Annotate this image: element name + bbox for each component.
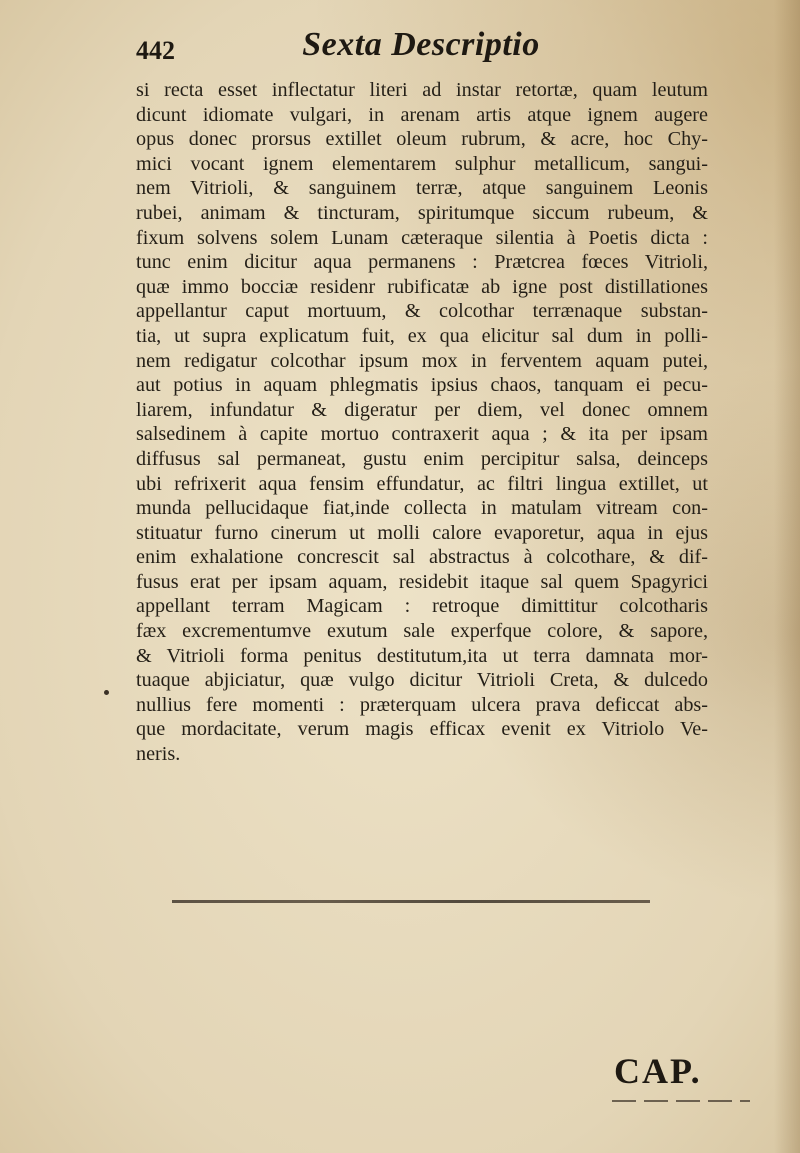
text-line: aut potius in aquam phlegmatis ipsius chaos, tanquam ei pecu- [136, 374, 708, 397]
text-line: fixum solvens solem Lunam cæteraque silentia à Poetis dicta : [136, 226, 708, 249]
catchword: CAP. [614, 1051, 702, 1091]
text-line: dicunt idiomate vulgari, in arenam artis atque ignem augere [136, 103, 708, 126]
text-line: nullius fere momenti : præterquam ulcera prava deficcat abs- [136, 693, 708, 716]
text-line: munda pellucidaque fiat,inde collecta in matulam vitream con- [136, 497, 708, 520]
text-line: enim exhalatione concrescit sal abstractus à colcothare, & dif- [136, 546, 708, 569]
text-line: & Vitrioli forma penitus destitutum,ita ut terra damnata mor- [136, 644, 708, 667]
text-line: fæx excrementumve exutum sale experfque colore, & sapore, [136, 620, 708, 643]
page-number: 442 [136, 36, 175, 65]
text-line: si recta esset inflectatur literi ad instar retortæ, quam leutum [136, 79, 708, 101]
ink-speck [104, 690, 109, 695]
text-line: quæ immo bocciæ residenr rubificatæ ab igne post distillationes [136, 275, 708, 298]
text-line: que mordacitate, verum magis efficax evenit ex Vitriolo Ve- [136, 718, 708, 741]
text-line: appellant terram Magicam : retroque dimittitur colcotharis [136, 595, 708, 618]
text-line: salsedinem à capite mortuo contraxerit aqua ; & ita per ipsam [136, 423, 708, 446]
page-edge-shadow [774, 0, 800, 1153]
running-title: Sexta Descriptio [302, 26, 540, 63]
text-line: tia, ut supra explicatum fuit, ex qua elicitur sal dum in polli- [136, 324, 708, 347]
text-line: fusus erat per ipsam aquam, residebit itaque sal quem Spagyrici [136, 570, 708, 593]
text-line: liarem, infundatur & digeratur per diem, vel donec omnem [136, 398, 708, 421]
text-line: tuaque abjiciatur, quæ vulgo dicitur Vitrioli Creta, & dulcedo [136, 669, 708, 692]
text-line: mici vocant ignem elementarem sulphur metallicum, sangui- [136, 152, 708, 175]
body-text [136, 78, 708, 767]
page-header [136, 22, 696, 74]
text-line: opus donec prorsus extillet oleum rubrum, & acre, hoc Chy- [136, 128, 708, 151]
text-line: neris. [136, 743, 181, 766]
text-line: appellantur caput mortuum, & colcothar terrænaque substan- [136, 300, 708, 323]
text-line: ubi refrixerit aqua fensim effundatur, ac filtri lingua extillet, ut [136, 472, 708, 495]
text-line: tunc enim dicitur aqua permanens : Prætcrea fœces Vitrioli, [136, 251, 708, 274]
text-line: stituatur furno cinerum ut molli calore evaporetur, aqua in ejus [136, 521, 708, 544]
text-line: nem Vitrioli, & sanguinem terræ, atque sanguinem Leonis [136, 177, 708, 200]
text-line: diffusus sal permaneat, gustu enim percipitur salsa, deinceps [136, 447, 708, 470]
text-line: nem redigatur colcothar ipsum mox in ferventem aquam putei, [136, 349, 708, 372]
catchword-underline [612, 1100, 750, 1102]
text-line: rubei, animam & tincturam, spiritumque siccum rubeum, & [136, 201, 708, 224]
horizontal-rule [172, 900, 650, 903]
